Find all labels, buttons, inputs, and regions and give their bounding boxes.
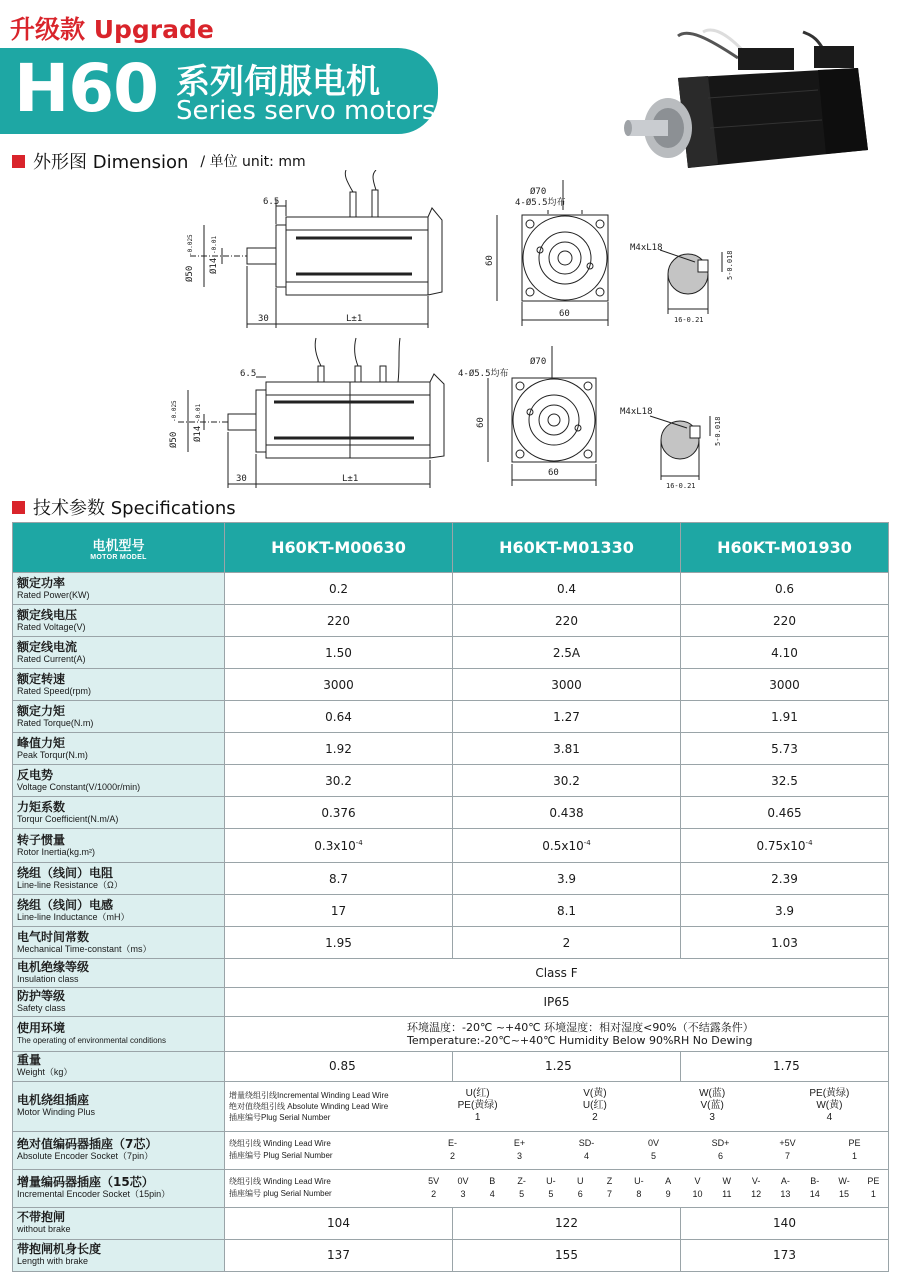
cell-value: 1.75 [681, 1051, 889, 1081]
row-label-en: Rated Current(A) [17, 653, 86, 664]
dim-top-dia50-tol: -0.025 [187, 234, 194, 256]
cell-value: 2.39 [681, 863, 889, 895]
cell-value: 0.64 [225, 701, 453, 733]
row-label-cn: 电机绕组插座 [17, 1093, 90, 1108]
model-header-1: H60KT-M00630 [225, 523, 453, 573]
servo-motor-photo [618, 28, 880, 188]
table-row [13, 1081, 889, 1131]
row-label-en: Peak Torqur(N.m) [17, 749, 88, 760]
table-row [13, 1239, 889, 1271]
motor-model-header [13, 523, 225, 573]
cell-value: 3.9 [453, 863, 681, 895]
cell-value: 137 [225, 1239, 453, 1271]
cell-value: 1.95 [225, 927, 453, 959]
pin-column: 0V 3 [457, 1176, 469, 1200]
specs-title: 技术参数 Specifications [33, 498, 236, 519]
pin-column: PE 1 [848, 1138, 861, 1162]
row-label-cn: 绕组（线间）电阻 [17, 865, 114, 880]
pin-column: E- 2 [448, 1138, 457, 1162]
cell-value: 3000 [681, 669, 889, 701]
cell-value: 3.81 [453, 733, 681, 765]
cell-value: 1.50 [225, 637, 453, 669]
cell-value: 1.91 [681, 701, 889, 733]
row-label-en: Rated Speed(rpm) [17, 685, 92, 696]
table-header-row [13, 523, 889, 573]
table-row [13, 701, 889, 733]
cell-value: 0.2 [225, 573, 453, 605]
upgrade-title: 升级款 Upgrade [10, 15, 214, 44]
winding-col: V(黄) U(红) 2 [582, 1088, 607, 1124]
row-label-en: Insulation class [17, 974, 79, 985]
series-banner [0, 48, 438, 134]
cell-value: 30.2 [453, 765, 681, 797]
cell-value: 0.6 [681, 573, 889, 605]
row-label-en: Line-line Inductance（mH） [17, 911, 130, 922]
pin-column: U- 5 [546, 1176, 556, 1200]
dim-bot-dia50: Ø50 [169, 431, 179, 448]
row-label-en: Rated Torque(N.m) [17, 717, 94, 728]
cell-value: 1.03 [681, 927, 889, 959]
specifications-table [12, 522, 889, 1272]
table-row [13, 829, 889, 863]
row-label-en: without brake [17, 1224, 71, 1235]
model-header-3: H60KT-M01930 [681, 523, 889, 573]
row-label-cn: 额定力矩 [17, 703, 66, 718]
dim-bot-dia14-tol: -0.01 [195, 403, 202, 422]
dim-top-keyh: 16-0.21 [674, 316, 704, 324]
cell-value: 173 [681, 1239, 889, 1271]
row-label-cn: 绕组（线间）电感 [17, 897, 114, 912]
dim-bot-keyw: 5-0.018 [714, 416, 722, 446]
cell-value: 2 [453, 927, 681, 959]
row-label-en: Absolute Encoder Socket（7pin） [17, 1151, 154, 1162]
table-row [13, 1169, 889, 1207]
dim-top-dia14-tol: -0.01 [211, 235, 218, 254]
cell-value: 0.4 [453, 573, 681, 605]
table-row [13, 1051, 889, 1081]
row-label-cn: 额定线电压 [17, 607, 78, 622]
cell-value: 3000 [225, 669, 453, 701]
specs-section-title [12, 494, 236, 520]
cell-value: 140 [681, 1207, 889, 1239]
pin-column: E+ 3 [513, 1138, 526, 1162]
table-row [13, 988, 889, 1017]
dim-top-65: 6.5 [263, 197, 280, 207]
row-label-cn: 反电势 [17, 767, 54, 782]
dim-top-thread: M4xL18 [630, 243, 663, 253]
row-label-en: Rotor Inertia(kg.m²) [17, 846, 96, 857]
cell-value: 5.73 [681, 733, 889, 765]
pin-column: 0V 5 [647, 1138, 659, 1162]
abs-encoder-cell [225, 1131, 889, 1169]
table-row [13, 765, 889, 797]
pin-column: B- 14 [809, 1176, 820, 1200]
inc-encoder-legend: 绕组引线 Winding Lead Wire 插座编号 plug Serial Number [229, 1177, 332, 1199]
cell-value: IP65 [225, 988, 889, 1017]
table-row [13, 797, 889, 829]
cell-value: 1.92 [225, 733, 453, 765]
pin-column: +5V 7 [779, 1138, 796, 1162]
table-row [13, 1017, 889, 1051]
dim-top-holes: 4-Ø5.5均布 [515, 198, 566, 208]
table-row [13, 863, 889, 895]
dim-top-dia50: Ø50 [185, 265, 195, 282]
cell-value: $0.3x10^{-4}$ [225, 829, 453, 863]
cell-value: 104 [225, 1207, 453, 1239]
winding-col: W(蓝) V(蓝) 3 [699, 1088, 726, 1124]
cell-value: 17 [225, 895, 453, 927]
row-label-en: Safety class [17, 1003, 66, 1014]
table-row [13, 669, 889, 701]
table-row [13, 895, 889, 927]
cell-value: 220 [225, 605, 453, 637]
environment-cell [225, 1017, 889, 1051]
cell-value: 155 [453, 1239, 681, 1271]
cell-value: 122 [453, 1207, 681, 1239]
cell-value: 220 [453, 605, 681, 637]
dim-top-keyw: 5-0.018 [726, 250, 734, 280]
dim-bot-dia70: Ø70 [530, 357, 547, 367]
motor-model-en: MOTOR MODEL [90, 553, 147, 561]
dim-top-bottom-60: 60 [559, 309, 570, 319]
row-label-en: Line-line Resistance（Ω） [17, 879, 123, 890]
row-label-en: Weight（kg） [17, 1067, 73, 1078]
row-label-cn: 额定转速 [17, 671, 66, 686]
row-label-en: Voltage Constant(V/1000r/min) [17, 781, 141, 792]
inc-encoder-cell [225, 1169, 889, 1207]
pin-column: B 4 [489, 1176, 496, 1200]
cell-value: 3000 [453, 669, 681, 701]
row-label-cn: 额定线电流 [17, 639, 78, 654]
table-row [13, 733, 889, 765]
cell-value: 32.5 [681, 765, 889, 797]
row-label-en: Mechanical Time-constant（ms） [17, 943, 152, 954]
row-label-cn: 力矩系数 [17, 799, 66, 814]
pin-column: W- 15 [838, 1176, 850, 1200]
row-label-cn: 使用环境 [17, 1020, 66, 1035]
pin-column: U- 8 [634, 1176, 644, 1200]
pin-column: A- 13 [780, 1176, 791, 1200]
cell-value: 3.9 [681, 895, 889, 927]
pin-column: W 11 [722, 1176, 732, 1200]
row-label-en: Length with brake [17, 1256, 89, 1267]
pin-column: SD- 4 [578, 1138, 595, 1162]
cell-value: 1.27 [453, 701, 681, 733]
dim-top-l: L±1 [346, 314, 363, 324]
dim-bot-dia14: Ø14 [193, 425, 203, 442]
cell-value: 0.465 [681, 797, 889, 829]
dim-bot-thread: M4xL18 [620, 407, 653, 417]
series-title-cn: 系列伺服电机 [176, 62, 380, 102]
dim-bot-holes: 4-Ø5.5均布 [458, 369, 509, 379]
row-label-cn: 重量 [17, 1053, 42, 1068]
dimension-title: 外形图 Dimension [33, 152, 189, 173]
table-row [13, 927, 889, 959]
dim-bot-bottom-60: 60 [548, 468, 559, 478]
dim-bot-l: L±1 [342, 474, 359, 484]
pin-column: Z 7 [606, 1176, 613, 1200]
cell-value: 0.376 [225, 797, 453, 829]
row-label-en: Incremental Encoder Socket（15pin） [17, 1189, 171, 1200]
winding-col: U(红) PE(黄绿) 1 [457, 1088, 498, 1124]
red-square-icon [12, 501, 25, 514]
row-label-en: Rated Voltage(V) [17, 621, 86, 632]
cell-value: 8.7 [225, 863, 453, 895]
row-label-cn: 电机绝缘等级 [17, 960, 90, 975]
cell-value: $0.5x10^{-4}$ [453, 829, 681, 863]
table-row [13, 605, 889, 637]
cell-value: 0.438 [453, 797, 681, 829]
cell-value: 0.85 [225, 1051, 453, 1081]
row-label-cn: 增量编码器插座（15芯） [17, 1175, 154, 1190]
row-label-en: Rated Power(KW) [17, 589, 90, 600]
abs-encoder-legend: 绕组引线 Winding Lead Wire 插座编号 Plug Serial Number [229, 1139, 333, 1161]
row-label-cn: 不带抱闸 [17, 1210, 66, 1225]
cell-value: Class F [225, 959, 889, 988]
winding-cell [225, 1081, 889, 1131]
dim-bot-keyh: 16-0.21 [666, 482, 696, 490]
pin-column: A 9 [665, 1176, 672, 1200]
table-row [13, 637, 889, 669]
environment-line-cn: 环境温度：-20℃ ~+40℃ 环境湿度：相对湿度<90%（不结露条件） [407, 1020, 754, 1034]
dim-bot-30: 30 [236, 474, 247, 484]
cell-value: 4.10 [681, 637, 889, 669]
motor-model-cn: 电机型号 [92, 537, 145, 553]
cell-value: 1.25 [453, 1051, 681, 1081]
winding-col: PE(黄绿) W(黄) 4 [809, 1088, 850, 1124]
row-label-cn: 转子惯量 [17, 832, 66, 847]
row-label-cn: 电气时间常数 [17, 929, 90, 944]
table-row [13, 573, 889, 605]
cell-value: 8.1 [453, 895, 681, 927]
dim-top-side-60: 60 [485, 255, 495, 266]
dimension-unit: / 单位 unit: mm [200, 154, 306, 170]
row-label-en: Torqur Coefficient(N.m/A) [17, 813, 119, 824]
dim-bot-65: 6.5 [240, 369, 257, 379]
pin-column: 5V 2 [428, 1176, 440, 1200]
row-label-cn: 峰值力矩 [17, 735, 66, 750]
table-row [13, 959, 889, 988]
row-label-cn: 额定功率 [17, 575, 66, 590]
pin-column: V- 12 [751, 1176, 762, 1200]
dim-bot-dia50-tol: -0.025 [171, 400, 178, 422]
row-label-cn: 防护等级 [17, 989, 66, 1004]
pin-column: SD+ 6 [711, 1138, 730, 1162]
environment-line-en: Temperature:-20℃~+40℃ Humidity Below 90%RH No Dewing [407, 1033, 753, 1047]
cell-value: $0.75x10^{-4}$ [681, 829, 889, 863]
red-square-icon [12, 155, 25, 168]
model-header-2: H60KT-M01330 [453, 523, 681, 573]
pin-column: PE 1 [867, 1176, 880, 1200]
winding-legend: 增量绕组引线Incremental Winding Lead Wire 绝对值绕组引线 Absolute Winding Lead Wire 插座编号Plug Serial Number [229, 1090, 389, 1122]
dim-top-dia14: Ø14 [209, 257, 219, 274]
dim-bot-side-60: 60 [476, 417, 486, 428]
row-label-cn: 绝对值编码器插座（7芯） [17, 1137, 158, 1152]
row-label-cn: 带抱闸机身长度 [17, 1242, 102, 1257]
row-label-en: Motor Winding Plus [17, 1107, 96, 1118]
series-model: H60 [14, 50, 159, 127]
cell-value: 2.5A [453, 637, 681, 669]
row-label-en: The operating of environmental conditions [17, 1035, 166, 1045]
dimension-drawings [150, 170, 750, 496]
table-row [13, 1207, 889, 1239]
dim-top-dia70: Ø70 [530, 187, 547, 197]
table-row [13, 1131, 889, 1169]
pin-column: Z- 5 [517, 1176, 526, 1200]
cell-value: 220 [681, 605, 889, 637]
series-title-en: Series servo motors [176, 96, 436, 126]
pin-column: V 10 [692, 1176, 703, 1200]
pin-column: U 6 [576, 1176, 584, 1200]
dim-top-30: 30 [258, 314, 269, 324]
cell-value: 30.2 [225, 765, 453, 797]
